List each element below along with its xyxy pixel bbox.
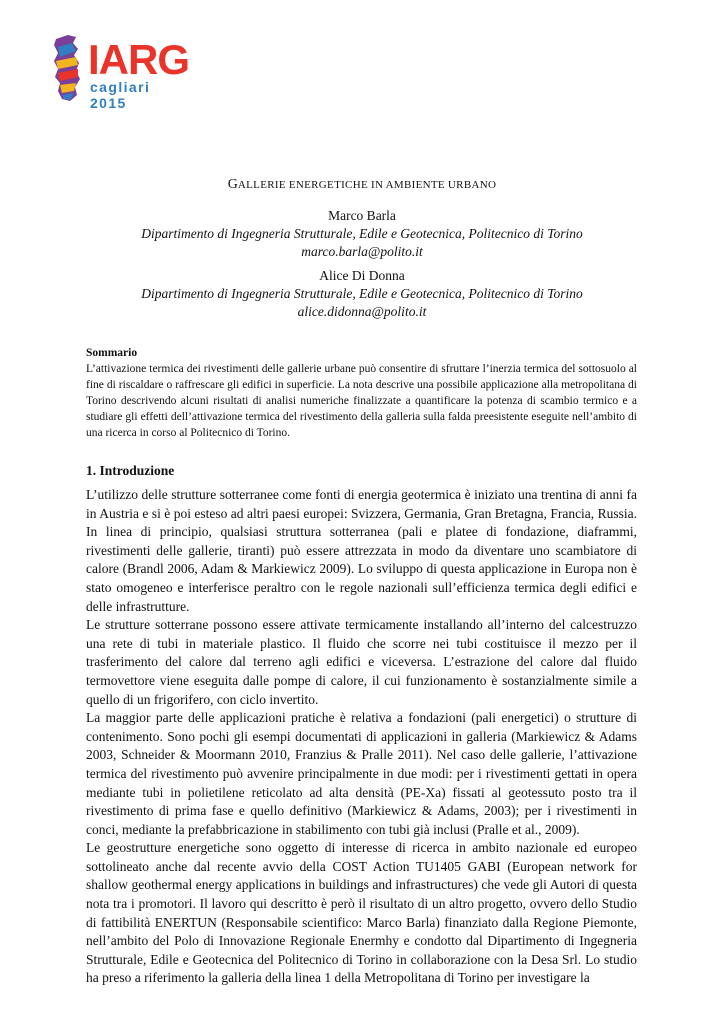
- author-name: Marco Barla: [328, 208, 396, 223]
- title-initial: G: [227, 177, 238, 192]
- abstract-heading: Sommario: [86, 347, 138, 359]
- logo-subtitle: cagliari 2015: [90, 79, 151, 111]
- section-heading: 1. Introduzione: [86, 463, 175, 478]
- paper-title: [0, 176, 724, 194]
- conference-logo: [46, 33, 189, 111]
- paragraph: La maggior parte delle applicazioni pratiche è relativa a fondazioni (pali energetici) o strutture di contenimento. Sono pochi gli esempi documentati di applicazioni in galleria (Markiewicz & Adams 2003, Schneider & Moormann 2010, Franzius & Pralle 2011). Nel caso delle gallerie, l’attivazione termica del rivestimento può avvenire principalmente in due modi: per i rivestimenti gettati in opera mediante tubi in polietilene reticolato ad alta densità (PE-Xa) fissati al geotessuto posto tra il rivestimento di prima fase e quello definitivo (Markiewicz & Adams, 2003); per i rivestimenti in conci, mediante la prefabbricazione in stabilimento con tubi già inclusi (Pralle et al., 2009).: [86, 710, 637, 837]
- paragraph: L’utilizzo delle strutture sotterranee come fonti di energia geotermica è iniziato una trentina di anni fa in Austria e si è poi esteso ad altri paesi europei: Svizzera, Germania, Gran Bretagna, Francia, Russia. In linea di principio, qualsiasi struttura sotterranea (pali e platee di fondazione, diaframmi, rivestimenti delle gallerie, tiranti) può essere attrezzata in modo da diventare uno scambiatore di calore (Brandl 2006, Adam & Markiewicz 2009). Lo sviluppo di questa applicazione in Europa non è stato omogeneo e interferisce peraltro con le regole nazionali sull’efficienza termica degli edifici e delle infrastrutture.: [86, 487, 637, 614]
- sardinia-map-icon: [46, 33, 92, 103]
- title-rest: ALLERIE ENERGETICHE IN AMBIENTE URBANO: [237, 179, 497, 191]
- section-body: [86, 486, 637, 988]
- paragraph: Le geostrutture energetiche sono oggetto di interesse di ricerca in ambito nazionale ed europeo sottolineato anche dal recente avvio della COST Action TU1405 GABI (European network for shallow geothermal energy applications in buildings and infrastructures) che vede gli Autori di questa nota tra i promotori. Il lavoro qui descritto è però il risultato di un altro progetto, ovvero dello Studio di fattibilità ENERTUN (Responsabile scientifico: Marco Barla) finanziato dalla Regione Piemonte, nell’ambito del Polo di Innovazione Regionale Enermhy e condotto dal Dipartimento di Ingegneria Strutturale, Edile e Geotecnica del Politecnico di Torino in collaborazione con la Desa Srl. Lo studio ha preso a riferimento la galleria della linea 1 della Metropolitana di Torino per investigare la: [86, 840, 637, 986]
- author-email: alice.didonna@polito.it: [297, 304, 427, 319]
- author-name: Alice Di Donna: [319, 268, 405, 283]
- paragraph: Le strutture sotterrane possono essere attivate termicamente installando all’interno del calcestruzzo una rete di tubi in materiale plastico. Il fluido che scorre nei tubi costituisce il mezzo per il trasferimento del calore dal terreno agli edifici e viceversa. L’estrazione del calore dal fluido termovettore viene eseguita dalle pompe di calore, il cui funzionamento è sostanzialmente simile a quello di un frigorifero, con ciclo invertito.: [86, 617, 637, 707]
- author-affiliation: Dipartimento di Ingegneria Strutturale, Edile e Geotecnica, Politecnico di Torino: [141, 226, 583, 241]
- author-email: marco.barla@polito.it: [301, 244, 423, 259]
- author-affiliation: Dipartimento di Ingegneria Strutturale, Edile e Geotecnica, Politecnico di Torino: [141, 286, 583, 301]
- logo-wordmark: IARG: [88, 36, 189, 83]
- abstract-text: L’attivazione termica dei rivestimenti delle gallerie urbane può consentire di sfruttare l’inerzia termica del sottosuolo al fine di riscaldare o raffrescare gli edifici in superficie. La nota descrive una possibile applicazione alla metropolitana di Torino descrivendo alcuni risultati di analisi numeriche finalizzate a quantificare la potenza di scambio termico e a studiare gli effetti dell’attivazione termica del rivestimento della galleria sulla falda preesistente eseguite nell’ambito di una ricerca in corso al Politecnico di Torino.: [86, 363, 637, 439]
